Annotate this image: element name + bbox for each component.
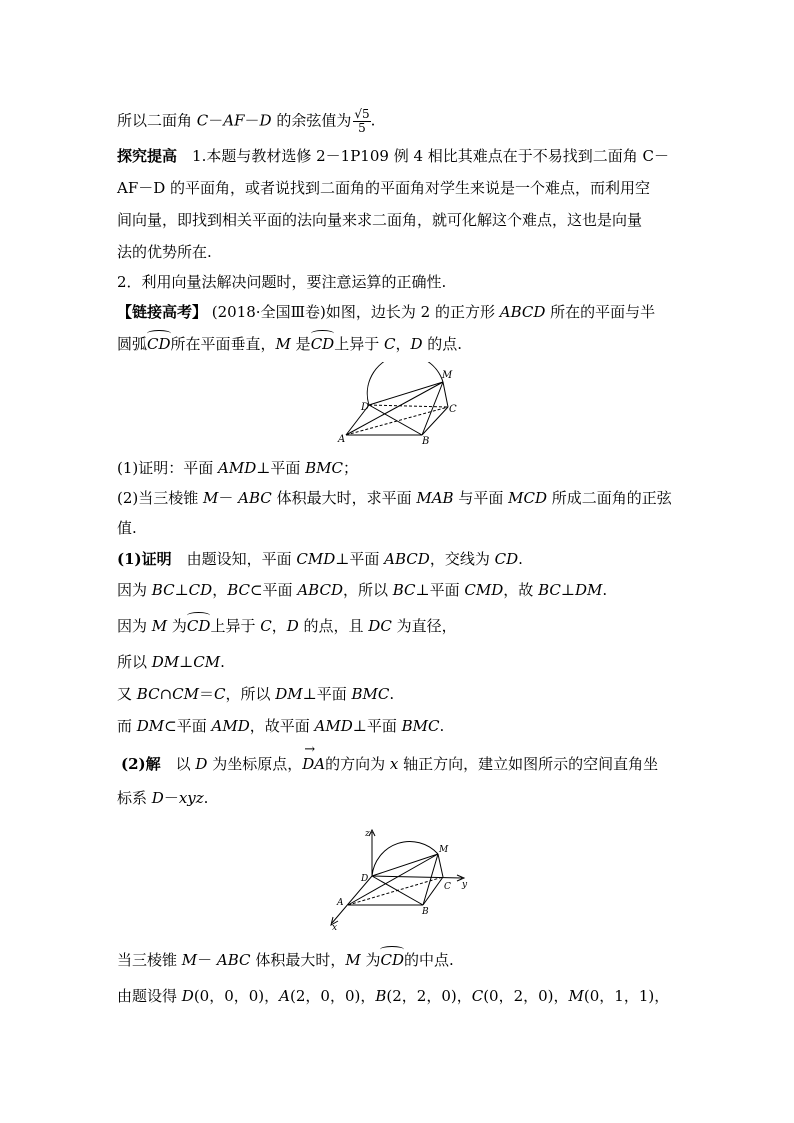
line-question-2: (2)当三棱锥 M－ ABC 体积最大时，求平面 MAB 与平面 MCD 所成二面角的正弦 <box>117 489 672 507</box>
line-question-2-end: 值. <box>117 519 137 537</box>
line-explore-5: 2．利用向量法解决问题时，要注意运算的正确性. <box>117 273 447 291</box>
line-question-1: (1)证明：平面 AMD⊥平面 BMC； <box>117 459 358 477</box>
label-B: B <box>422 436 430 446</box>
line-proof-1: (1)证明 由题设知，平面 CMD⊥平面 ABCD，交线为 CD. <box>117 550 523 568</box>
label-C: C <box>449 404 457 415</box>
line-solution-3: 当三棱锥 M－ ABC 体积最大时，M 为CD的中点. <box>117 951 454 969</box>
line-proof-2: 因为 BC⊥CD，BC⊂平面 ABCD，所以 BC⊥平面 CMD，故 BC⊥DM. <box>117 581 608 599</box>
line-explore-2: AF－D 的平面角，或者说找到二面角的平面角对学生来说是一个难点，而利用空 <box>117 179 651 197</box>
label-B: B <box>422 907 429 917</box>
line-link-gaokao: 【链接高考】 (2018·全国Ⅲ卷)如图，边长为 2 的正方形 ABCD 所在的平面与半 <box>117 303 656 321</box>
figure-coordinate-system <box>326 826 476 930</box>
label-D: D <box>361 402 370 413</box>
label-A: A <box>337 898 344 908</box>
label-A: A <box>338 434 346 445</box>
line-proof-3: 因为 M 为CD上异于 C，D 的点，且 DC 为直径， <box>117 617 457 635</box>
line-solution-1: (2)解 以 D 为坐标原点，→ DA的方向为 x 轴正方向，建立如图所示的空间直角坐 <box>121 754 658 774</box>
label-M: M <box>439 845 449 855</box>
label-C: C <box>444 882 451 892</box>
figure-semicircle-square <box>336 362 466 446</box>
line-solution-4: 由题设得 D(0，0，0)，A(2，0，0)，B(2，2，0)，C(0，2，0)，M(0，1，1)， <box>117 987 670 1005</box>
line-explore-4: 法的优势所在. <box>117 243 212 261</box>
line-problem: 圆弧CD所在平面垂直，M 是CD上异于 C，D 的点. <box>117 335 463 353</box>
label-y: y <box>462 880 468 890</box>
fraction: $\frac{√5}{5}$ <box>354 107 370 135</box>
label-M: M <box>442 370 453 381</box>
line-solution-2: 标系 D－xyz. <box>117 789 209 807</box>
line-explore-1: 探究提高 1.本题与教材选修 2－1P109 例 4 相比其难点在于不易找到二面角 C－ <box>117 147 670 165</box>
label-D: D <box>361 874 369 884</box>
line-proof-5: 又 BC∩CM＝C，所以 DM⊥平面 BMC. <box>117 685 395 703</box>
line-proof-4: 所以 DM⊥CM. <box>117 653 225 671</box>
label-x: x <box>332 923 338 930</box>
line-proof-6: 而 DM⊂平面 AMD，故平面 AMD⊥平面 BMC. <box>117 717 445 735</box>
label-z: z <box>365 829 370 839</box>
line-explore-3: 间向量，即找到相关平面的法向量来求二面角，就可化解这个难点，这也是向量 <box>117 211 643 229</box>
line-cosine-result: 所以二面角 C－AF－D 的余弦值为 $\frac{√5}{5}$ . <box>117 107 376 135</box>
